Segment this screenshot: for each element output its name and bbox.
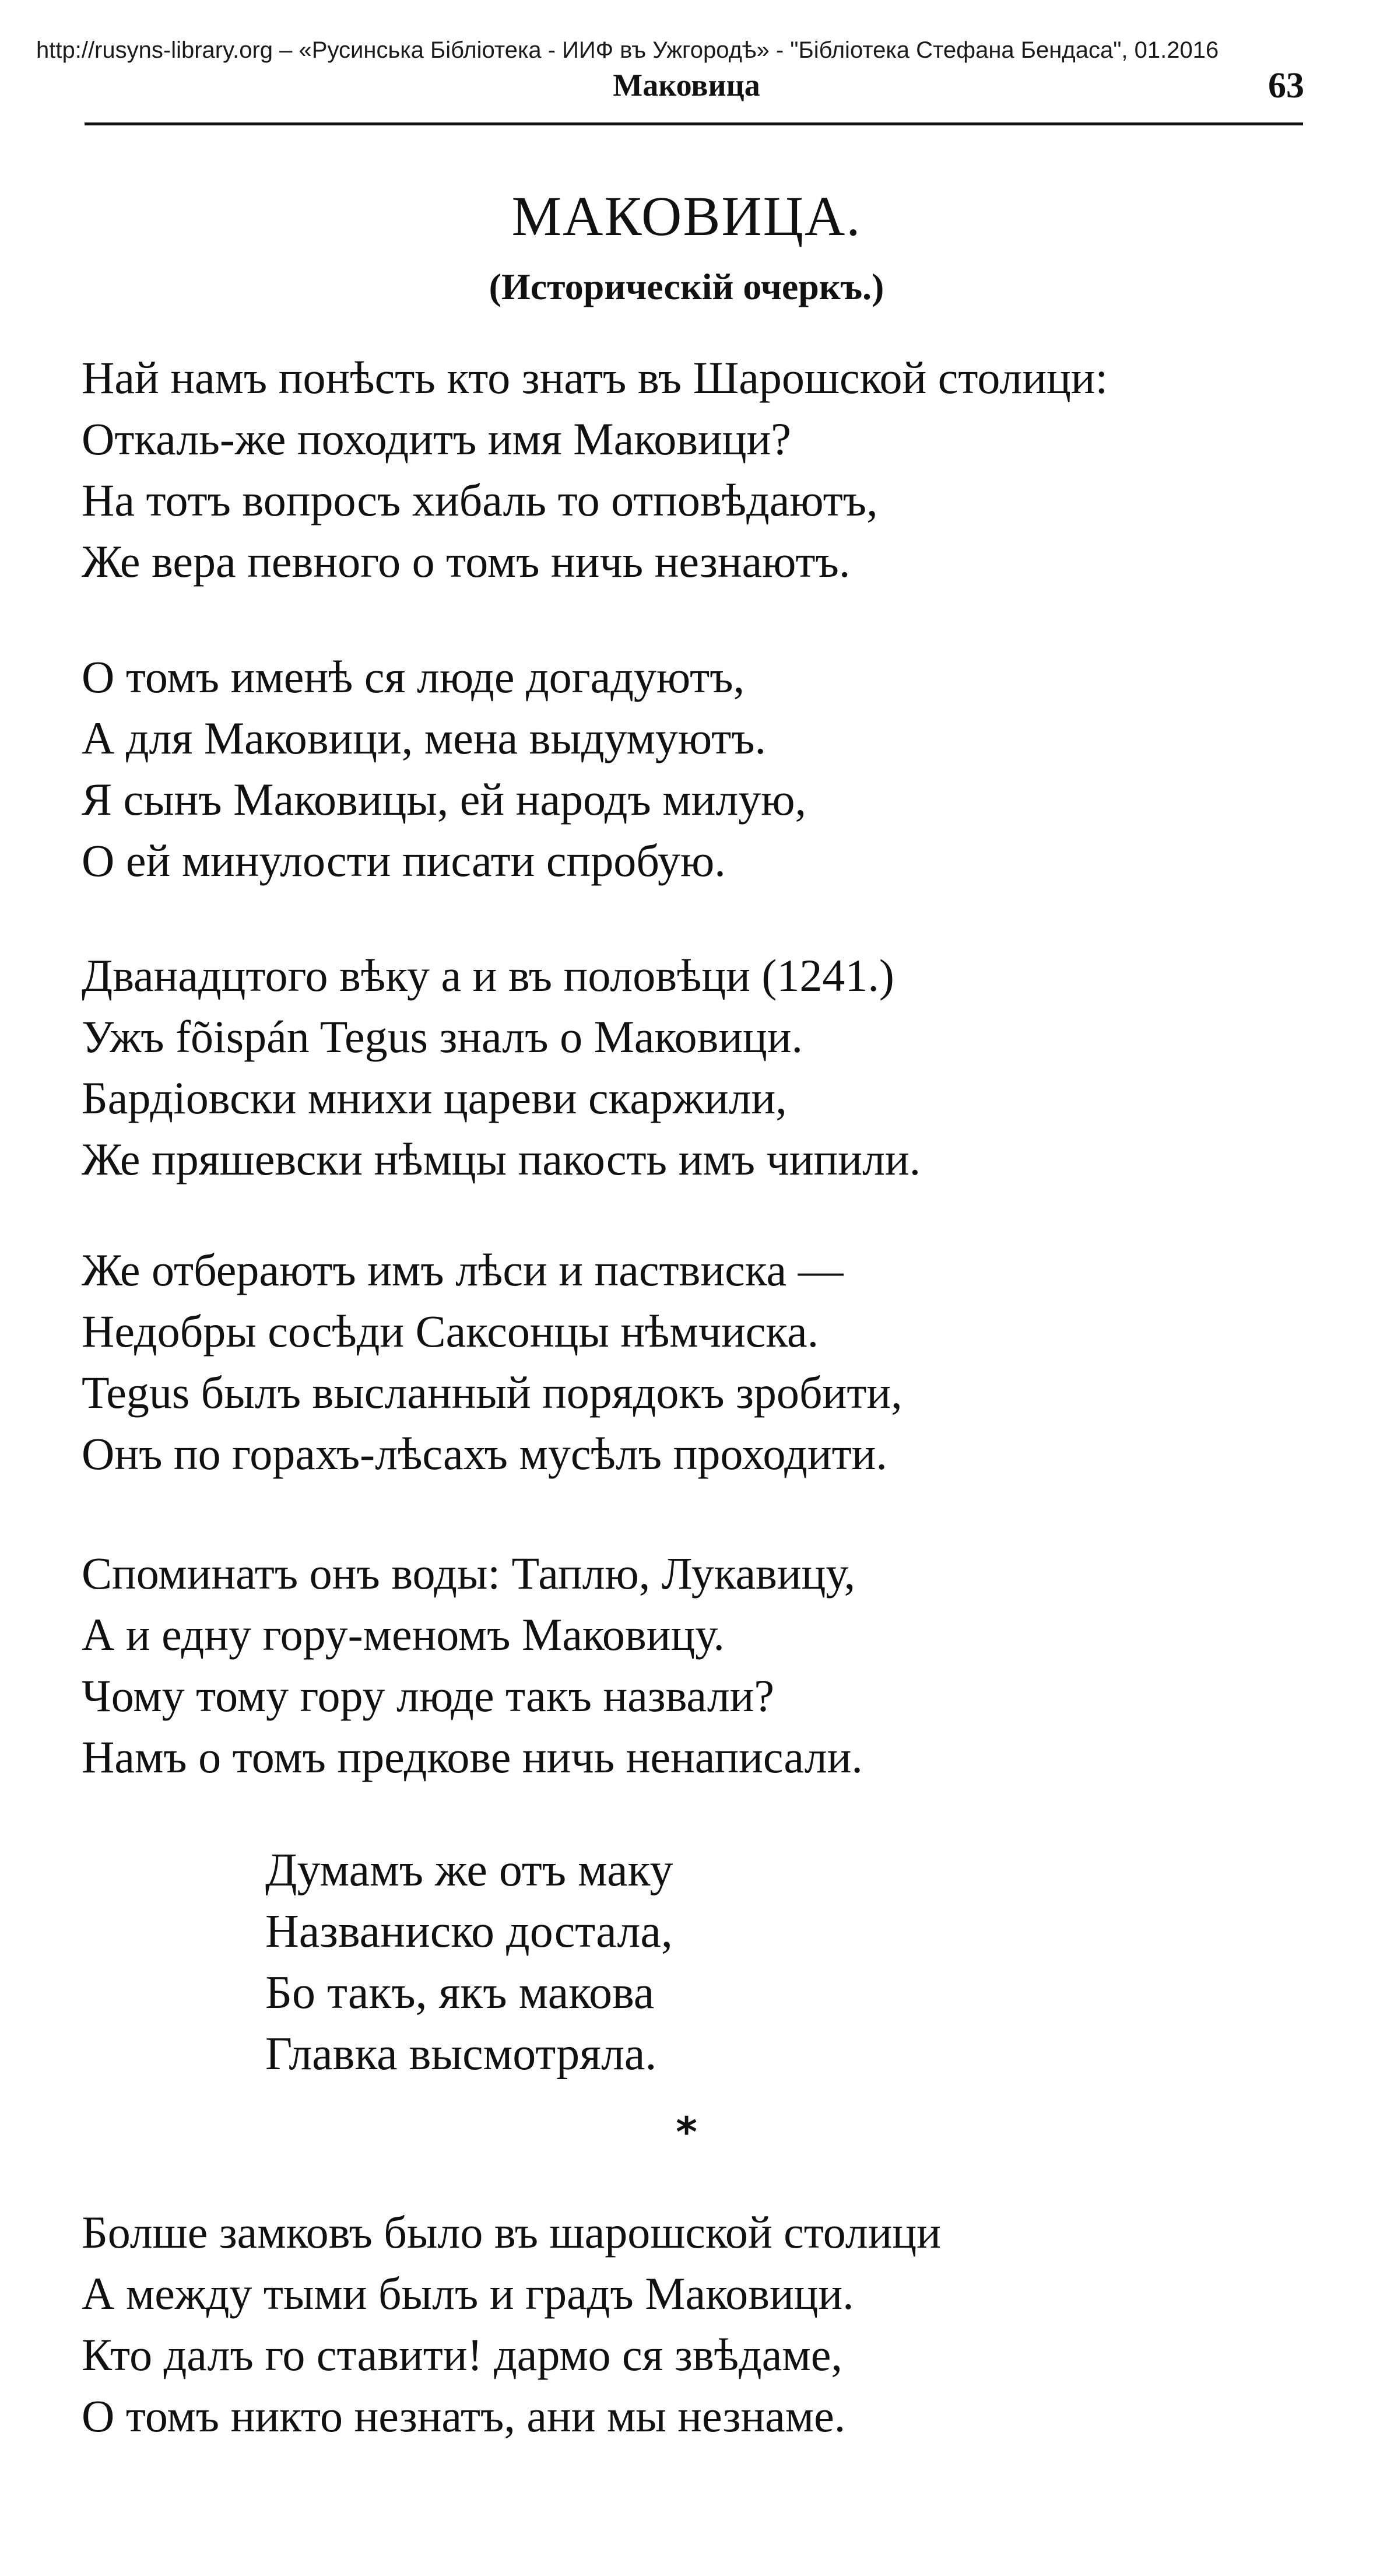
verse-line: Откаль-же походитъ имя Маковици? — [82, 413, 791, 464]
verse-line: А для Маковици, мена выдумуютъ. — [82, 713, 767, 763]
verse-line: Названиско достала, — [265, 1906, 673, 1957]
header-rule — [85, 122, 1303, 125]
verse-line: Же отбераютъ имъ лѣси и паствиска — — [82, 1245, 844, 1295]
verse-line: Ужъ fõispán Tegus зналъ о Маковици. — [82, 1011, 803, 1062]
verse-line: Я сынъ Маковицы, ей народъ милую, — [82, 774, 807, 825]
verse-line: Же пряшевски нѣмцы пакость имъ чипили. — [82, 1134, 921, 1184]
verse-line: Недобры сосѣди Саксонцы нѣмчиска. — [82, 1306, 819, 1357]
stanza-6-indented — [265, 1840, 673, 2085]
verse-line: Бардіовски мнихи цареви скаржили, — [82, 1073, 787, 1123]
verse-line: Онъ по горахъ-лѣсахъ мусѣлъ проходити. — [82, 1428, 887, 1479]
verse-line: Же вера певного о томъ ничь незнаютъ. — [82, 536, 851, 587]
verse-line: Бо такъ, якъ макова — [265, 1967, 655, 2018]
page-number: 63 — [1268, 66, 1304, 106]
stanza-1 — [82, 347, 1108, 592]
stanza-5 — [82, 1543, 863, 1788]
source-line: http://rusyns-library.org – «Русинська Бібліотека - ИИФ въ Ужгородѣ» - "Бібліотека Стефана Бендаса", 01.2016 — [36, 37, 1219, 63]
stanza-3 — [82, 945, 921, 1190]
verse-line: Болше замковъ было въ шарошской столици — [82, 2207, 941, 2258]
verse-line: О ей минулости писати спробую. — [82, 835, 726, 886]
verse-line: Дванадцтого вѣку а и въ половѣци (1241.) — [82, 950, 894, 1001]
title: МАКОВИЦА. — [511, 185, 862, 247]
verse-line: Кто далъ го ставити! дармо ся звѣдаме, — [82, 2329, 842, 2380]
verse-line: О томъ именѣ ся люде догадуютъ, — [82, 651, 745, 702]
verse-line: Tegus былъ высланный порядокъ зробити, — [82, 1367, 903, 1418]
verse-line: На тотъ вопросъ хибаль то отповѣдаютъ, — [82, 475, 878, 525]
stanza-4 — [82, 1239, 903, 1484]
verse-line: А и едну гору-меномъ Маковицу. — [82, 1609, 725, 1660]
section-separator: * — [676, 2108, 697, 2156]
verse-line: Главка высмотряла. — [265, 2028, 657, 2080]
verse-line: Споминатъ онъ воды: Таплю, Лукавицу, — [82, 1548, 856, 1599]
verse-line: О томъ никто незнатъ, ани мы незнаме. — [82, 2391, 846, 2441]
running-head: Маковица — [613, 68, 760, 103]
subtitle: (Историческій очеркъ.) — [489, 266, 884, 307]
verse-line: Най намъ понѣсть кто знатъ въ Шарошской столици: — [82, 352, 1108, 403]
verse-line: Намъ о томъ предкове ничь ненаписали. — [82, 1732, 863, 1782]
verse-line: А между тыми былъ и градъ Маковици. — [82, 2268, 854, 2319]
verse-line: Думамъ же отъ маку — [265, 1845, 673, 1896]
stanza-2 — [82, 646, 806, 891]
verse-line: Чому тому гору люде такъ назвали? — [82, 1670, 775, 1721]
stanza-7 — [82, 2202, 941, 2447]
